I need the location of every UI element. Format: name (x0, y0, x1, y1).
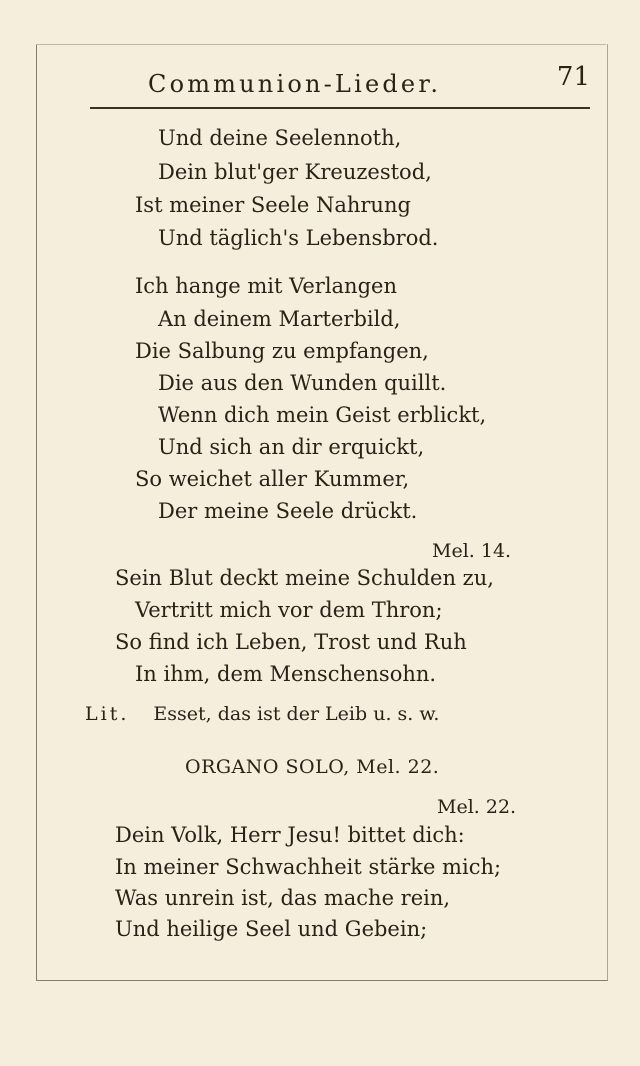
verse-line: Sein Blut deckt meine Schulden zu, (115, 566, 494, 590)
verse-line: Dein Volk, Herr Jesu! bittet dich: (115, 823, 465, 847)
verse-line: Und heilige Seel und Gebein; (115, 917, 428, 941)
page-top-edge (36, 44, 606, 45)
verse-line: Und sich an dir erquickt, (158, 435, 425, 459)
verse-line: Die Salbung zu empfangen, (135, 339, 429, 363)
verse-line: Und täglich's Lebensbrod. (158, 226, 439, 250)
organo-solo-heading: ORGANO SOLO, Mel. 22. (185, 756, 440, 778)
running-title: Communion-Lieder. (148, 70, 442, 98)
liturgy-line (85, 703, 439, 725)
header-rule (90, 107, 590, 109)
verse-line: In ihm, dem Menschensohn. (135, 662, 437, 686)
verse-line: Ich hange mit Verlangen (135, 274, 397, 298)
verse-line: An deinem Marterbild, (158, 307, 401, 331)
verse-line: Die aus den Wunden quillt. (158, 371, 447, 395)
verse-line: Dein blut'ger Kreuzestod, (158, 160, 432, 184)
liturgy-label: Lit. (85, 703, 130, 725)
verse-line: Ist meiner Seele Nahrung (135, 193, 411, 217)
page-number: 71 (556, 62, 590, 92)
verse-line: So find ich Leben, Trost und Ruh (115, 630, 467, 654)
verse-line: Der meine Seele drückt. (158, 499, 418, 523)
verse-line: Und deine Seelennoth, (158, 126, 402, 150)
verse-line: Wenn dich mein Geist erblickt, (158, 403, 487, 427)
verse-line: Was unrein ist, das mache rein, (115, 886, 451, 910)
verse-line: So weichet aller Kummer, (135, 467, 410, 491)
verse-line: Vertritt mich vor dem Thron; (135, 598, 443, 622)
verse-line: In meiner Schwachheit stärke mich; (115, 855, 502, 879)
melody-reference: Mel. 14. (432, 540, 512, 562)
liturgy-text: Esset, das ist der Leib u. s. w. (153, 703, 440, 725)
page-header (40, 62, 600, 102)
melody-reference: Mel. 22. (437, 796, 517, 818)
